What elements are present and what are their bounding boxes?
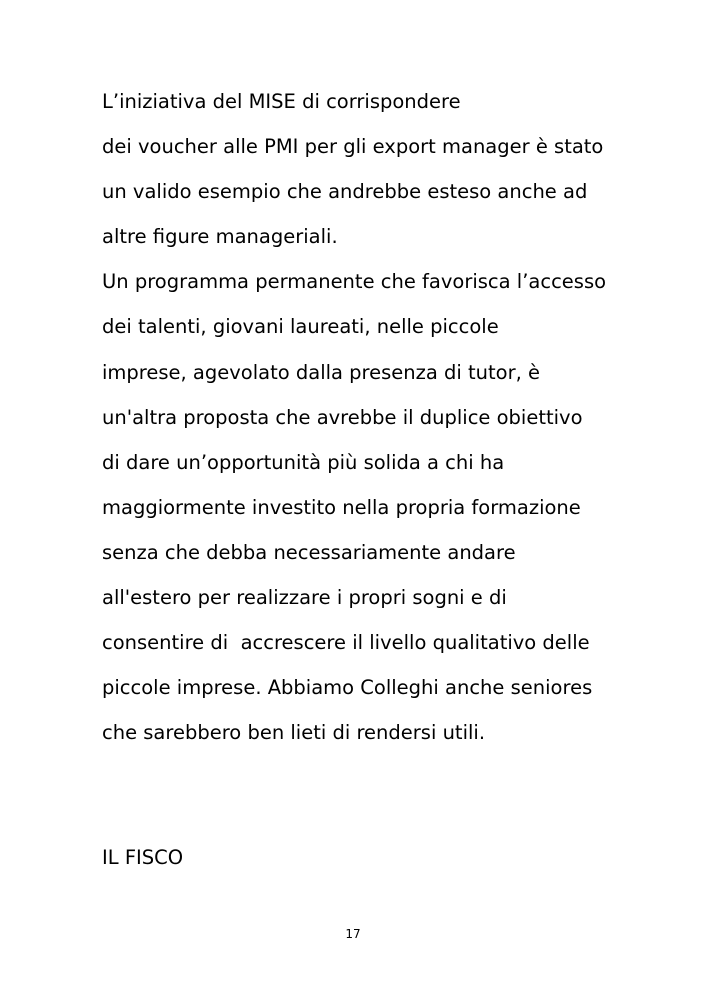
section-heading: IL FISCO bbox=[102, 846, 184, 869]
body-paragraph bbox=[102, 86, 662, 762]
text-line: imprese, agevolato dalla presenza di tutor, è bbox=[102, 360, 541, 384]
text-line: che sarebbero ben lieti di rendersi utili. bbox=[102, 721, 486, 745]
text-line: maggiormente investito nella propria formazione bbox=[102, 495, 581, 519]
text-line: un'altra proposta che avrebbe il duplice obiettivo bbox=[102, 405, 583, 429]
text-line: dei talenti, giovani laureati, nelle piccole bbox=[102, 315, 499, 339]
page-number: 17 bbox=[345, 927, 361, 941]
text-line: piccole imprese. Abbiamo Colleghi anche seniores bbox=[102, 676, 593, 700]
text-line: senza che debba necessariamente andare bbox=[102, 540, 516, 564]
text-line: altre figure manageriali. bbox=[102, 225, 338, 249]
text-line: dei voucher alle PMI per gli export manager è stato bbox=[102, 135, 604, 159]
text-line: Un programma permanente che favorisca l’accesso bbox=[102, 270, 607, 294]
text-line: all'estero per realizzare i propri sogni e di bbox=[102, 586, 507, 610]
text-line: consentire di accrescere il livello qualitativo delle bbox=[102, 631, 590, 655]
text-line: un valido esempio che andrebbe esteso anche ad bbox=[102, 180, 588, 204]
text-line: L’iniziativa del MISE di corrispondere bbox=[102, 90, 461, 113]
text-line: di dare un’opportunità più solida a chi ha bbox=[102, 450, 505, 474]
